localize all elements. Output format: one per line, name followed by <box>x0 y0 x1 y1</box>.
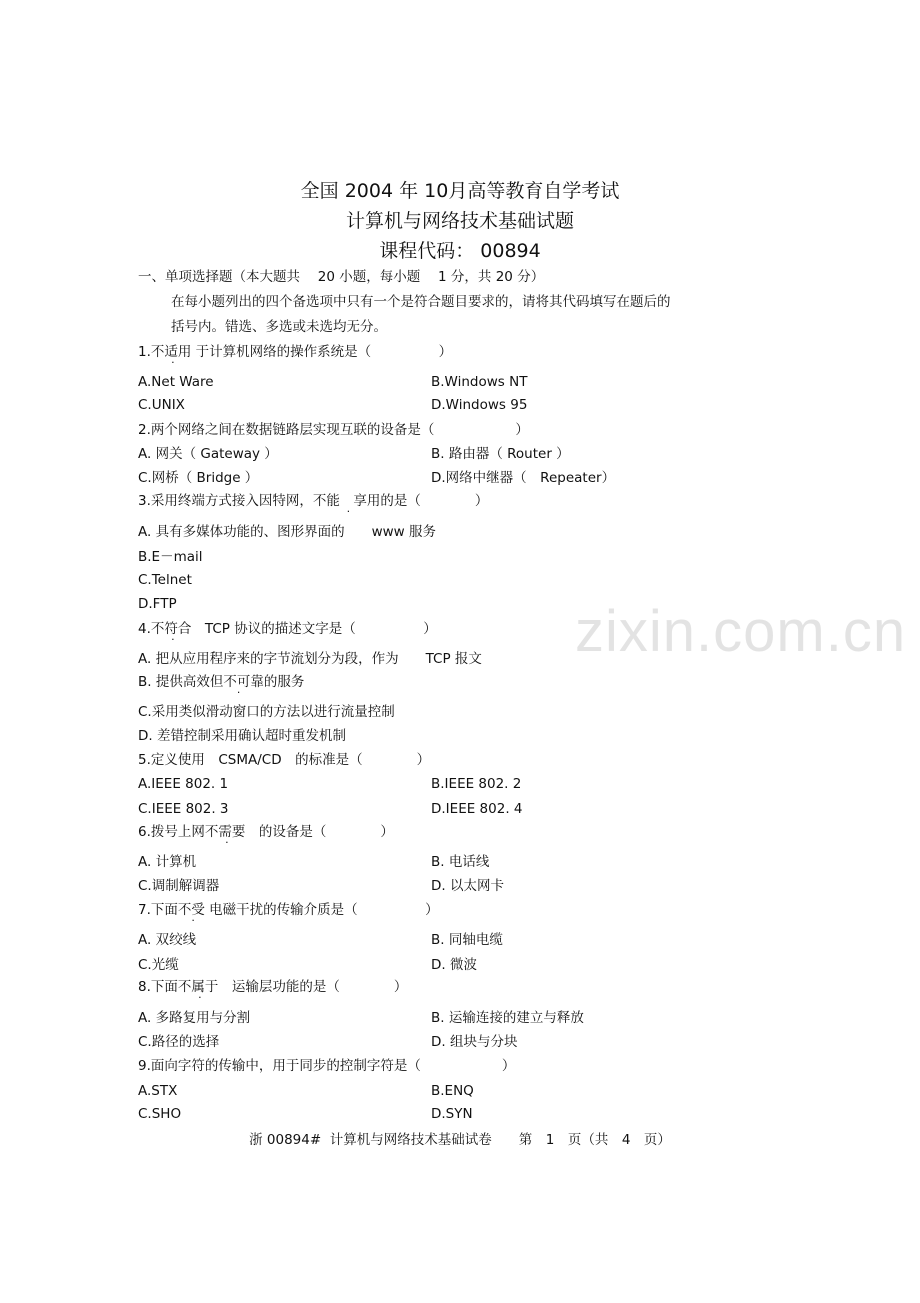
question-3-stem <box>138 492 488 510</box>
exam-title-line2: 计算机与网络技术基础试题 <box>345 210 574 232</box>
question-5-option-b: B.IEEE 802. 2 <box>431 776 522 792</box>
question-9-option-b: B.ENQ <box>431 1083 474 1099</box>
section-heading: 一、单项选择题（本大题共 20 小题，每小题 1 分，共 20 分） <box>138 269 545 285</box>
question-5-option-d: D.IEEE 802. 4 <box>431 801 523 817</box>
question-6-option-c: C.调制解调器 <box>138 878 220 894</box>
question-7-option-d: D. 微波 <box>431 957 477 973</box>
question-8-option-d: D. 组块与分块 <box>431 1034 518 1050</box>
question-7-suffix: 电磁干扰的传输介质是（ ） <box>204 902 439 918</box>
question-8-prefix: 8.下面 <box>138 979 178 995</box>
page-footer: 浙 00894# 计算机与网络技术基础试卷 第 1 页（共 4 页） <box>249 1132 671 1148</box>
question-5-option-c: C.IEEE 802. 3 <box>138 801 229 817</box>
question-8-option-b: B. 运输连接的建立与释放 <box>431 1010 584 1026</box>
question-8-stem <box>138 978 407 996</box>
question-5-option-a: A.IEEE 802. 1 <box>138 776 229 792</box>
instruction-line2: 括号内。错选、多选或未选均无分。 <box>171 319 387 335</box>
question-3-option-d: D.FTP <box>138 596 177 612</box>
question-6-option-a: A. 计算机 <box>138 854 197 870</box>
question-4-option-c: C.采用类似滑动窗口的方法以进行流量控制 <box>138 704 395 720</box>
question-4-emphasis: 不符合 <box>150 621 192 637</box>
question-7-emphasis: 不受 <box>177 902 205 918</box>
question-7-option-c: C.光缆 <box>138 957 179 973</box>
watermark: zixin.com.cn <box>575 599 907 664</box>
question-4-option-d: D. 差错控制采用确认超时重发机制 <box>138 728 346 744</box>
exam-title-line1: 全国 2004 年 10月高等教育自学考试 <box>300 180 620 202</box>
question-2-option-c: C.网桥（ Bridge ） <box>138 470 259 486</box>
question-3-option-b: B.E－mail <box>138 549 203 565</box>
question-8-emphasis: 不属于 <box>177 979 219 995</box>
question-4-option-b-suffix: 可靠的服务 <box>236 674 305 690</box>
question-1-emphasis: 不适用 <box>150 344 192 360</box>
question-6-suffix: 的设备是（ ） <box>245 824 394 840</box>
question-4-prefix: 4. <box>138 621 151 637</box>
question-9-stem: 9.面向字符的传输中，用于同步的控制字符是（ ） <box>138 1058 516 1074</box>
question-9-option-d: D.SYN <box>431 1106 473 1122</box>
question-3-emphasis <box>340 493 354 509</box>
question-6-emphasis: 不需要 <box>204 824 246 840</box>
question-1-suffix: 于计算机网络的操作系统是（ ） <box>191 344 453 360</box>
question-2-option-d: D.网络中继器（ Repeater） <box>431 470 616 486</box>
question-4-stem <box>138 620 437 638</box>
question-1-option-c: C.UNIX <box>138 397 185 413</box>
question-4-suffix: TCP 协议的描述文字是（ ） <box>191 621 437 637</box>
question-3-option-c: C.Telnet <box>138 572 192 588</box>
question-1-option-a: A.Net Ware <box>138 374 214 390</box>
question-9-option-c: C.SHO <box>138 1106 182 1122</box>
question-2-stem: 2.两个网络之间在数据链路层实现互联的设备是（ ） <box>138 422 529 438</box>
question-1-stem <box>138 343 452 361</box>
question-1-option-d: D.Windows 95 <box>431 397 528 413</box>
question-5-stem: 5.定义使用 CSMA/CD 的标准是（ ） <box>138 752 431 768</box>
question-6-option-d: D. 以太网卡 <box>431 878 504 894</box>
question-8-option-a: A. 多路复用与分割 <box>138 1010 251 1026</box>
instruction-line1: 在每小题列出的四个备选项中只有一个是符合题目要求的，请将其代码填写在题后的 <box>171 294 671 310</box>
question-3-prefix: 3.采用终端方式接入因特网，不能 <box>138 493 340 509</box>
question-4-option-b <box>138 673 304 691</box>
question-7-option-a: A. 双绞线 <box>138 932 197 948</box>
question-9-option-a: A.STX <box>138 1083 178 1099</box>
question-6-stem <box>138 823 394 841</box>
question-2-option-a: A. 网关（ Gateway ） <box>138 446 278 462</box>
question-7-option-b: B. 同轴电缆 <box>431 932 503 948</box>
course-code: 课程代码： 00894 <box>379 240 541 262</box>
question-1-prefix: 1. <box>138 344 151 360</box>
question-8-suffix: 运输层功能的是（ ） <box>218 979 408 995</box>
question-7-stem <box>138 901 439 919</box>
question-2-option-b: B. 路由器（ Router ） <box>431 446 570 462</box>
question-3-suffix: 享用的是（ ） <box>353 493 489 509</box>
question-7-prefix: 7.下面 <box>138 902 178 918</box>
question-6-prefix: 6.拨号上网 <box>138 824 205 840</box>
question-4-option-a: A. 把从应用程序来的字节流划分为段，作为 TCP 报文 <box>138 651 482 667</box>
question-8-option-c: C.路径的选择 <box>138 1034 220 1050</box>
question-3-option-a: A. 具有多媒体功能的、图形界面的 www 服务 <box>138 524 436 540</box>
question-4-option-b-prefix: B. 提供高效但不 <box>138 674 237 690</box>
question-1-option-b: B.Windows NT <box>431 374 528 390</box>
question-6-option-b: B. 电话线 <box>431 854 490 870</box>
